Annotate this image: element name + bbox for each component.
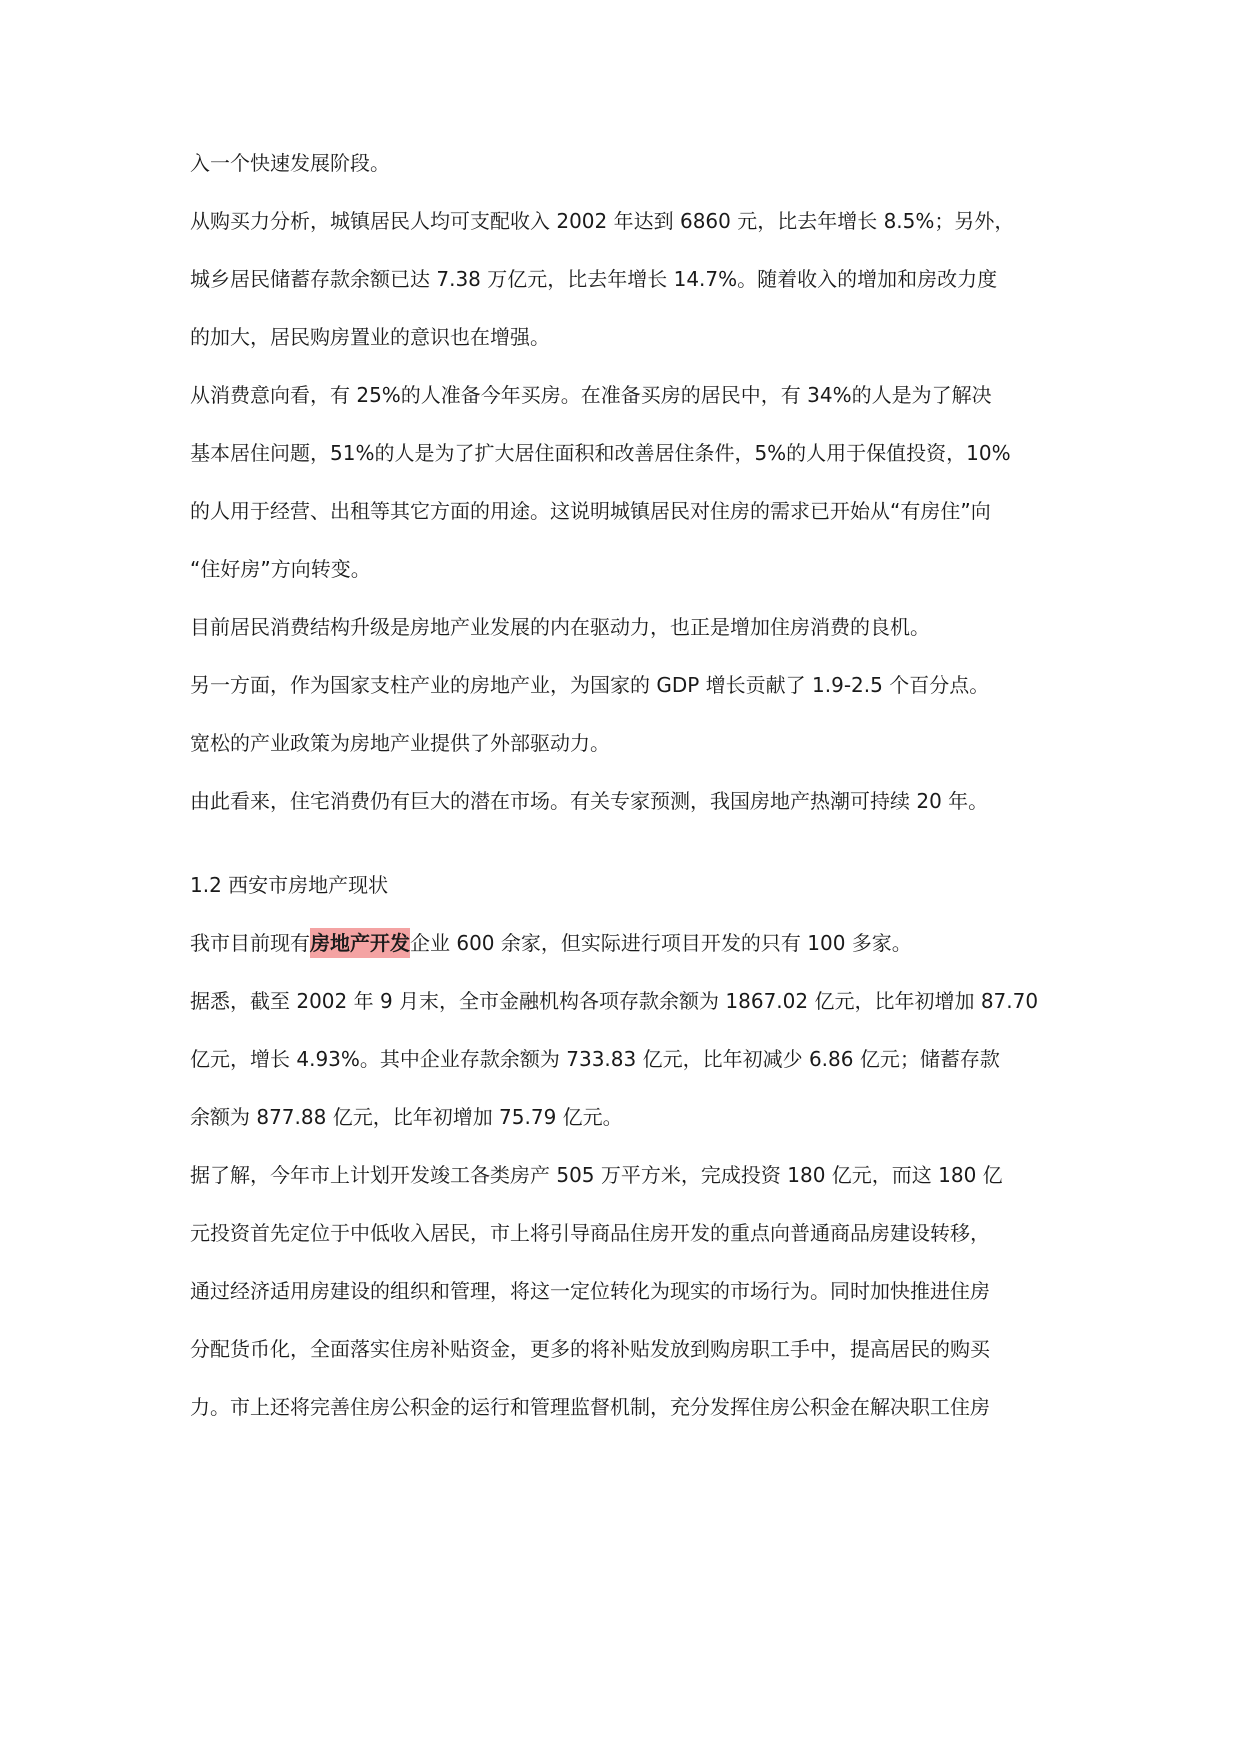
- text-line: 由此看来，住宅消费仍有巨大的潜在市场。有关专家预测，我国房地产热潮可持续 20 年。: [190, 789, 989, 813]
- highlighted-text-line: [190, 928, 1070, 958]
- section-heading: 1.2 西安市房地产现状: [190, 873, 389, 897]
- text-line: 力。市上还将完善住房公积金的运行和管理监督机制，充分发挥住房公积金在解决职工住房: [190, 1395, 990, 1419]
- text-line: 通过经济适用房建设的组织和管理，将这一定位转化为现实的市场行为。同时加快推进住房: [190, 1279, 990, 1303]
- text-line: 另一方面，作为国家支柱产业的房地产业，为国家的 GDP 增长贡献了 1.9-2.5 个百分点。: [190, 673, 990, 697]
- text-after-highlight: 企业 600 余家，但实际进行项目开发的只有 100 多家。: [410, 931, 912, 955]
- text-before-highlight: 我市目前现有: [190, 931, 310, 955]
- text-line: “住好房”方向转变。: [190, 557, 371, 581]
- text-line: 从购买力分析，城镇居民人均可支配收入 2002 年达到 6860 元，比去年增长 8.5%；另外，: [190, 209, 1015, 233]
- text-line: 城乡居民储蓄存款余额已达 7.38 万亿元，比去年增长 14.7%。随着收入的增加和房改力度: [190, 267, 998, 291]
- text-line: 的人用于经营、出租等其它方面的用途。这说明城镇居民对住房的需求已开始从“有房住”向: [190, 499, 991, 523]
- text-line: 宽松的产业政策为房地产业提供了外部驱动力。: [190, 731, 610, 755]
- text-line: 的加大，居民购房置业的意识也在增强。: [190, 325, 550, 349]
- text-line: 亿元，增长 4.93%。其中企业存款余额为 733.83 亿元，比年初减少 6.86 亿元；储蓄存款: [190, 1047, 1000, 1071]
- highlighted-term: 房地产开发: [310, 928, 410, 958]
- text-line: 元投资首先定位于中低收入居民，市上将引导商品住房开发的重点向普通商品房建设转移，: [190, 1221, 990, 1245]
- text-line: 据悉，截至 2002 年 9 月末，全市金融机构各项存款余额为 1867.02 亿元，比年初增加 87.70: [190, 989, 1039, 1013]
- text-line: 基本居住问题，51%的人是为了扩大居住面积和改善居住条件，5%的人用于保值投资，10%: [190, 441, 1011, 465]
- text-line: 入一个快速发展阶段。: [190, 151, 390, 175]
- text-line: 从消费意向看，有 25%的人准备今年买房。在准备买房的居民中，有 34%的人是为了解决: [190, 383, 992, 407]
- text-line: 目前居民消费结构升级是房地产业发展的内在驱动力，也正是增加住房消费的良机。: [190, 615, 930, 639]
- text-line: 分配货币化，全面落实住房补贴资金，更多的将补贴发放到购房职工手中，提高居民的购买: [190, 1337, 990, 1361]
- text-line: 据了解，今年市上计划开发竣工各类房产 505 万平方米，完成投资 180 亿元，而这 180 亿: [190, 1163, 1003, 1187]
- text-line: 余额为 877.88 亿元，比年初增加 75.79 亿元。: [190, 1105, 623, 1129]
